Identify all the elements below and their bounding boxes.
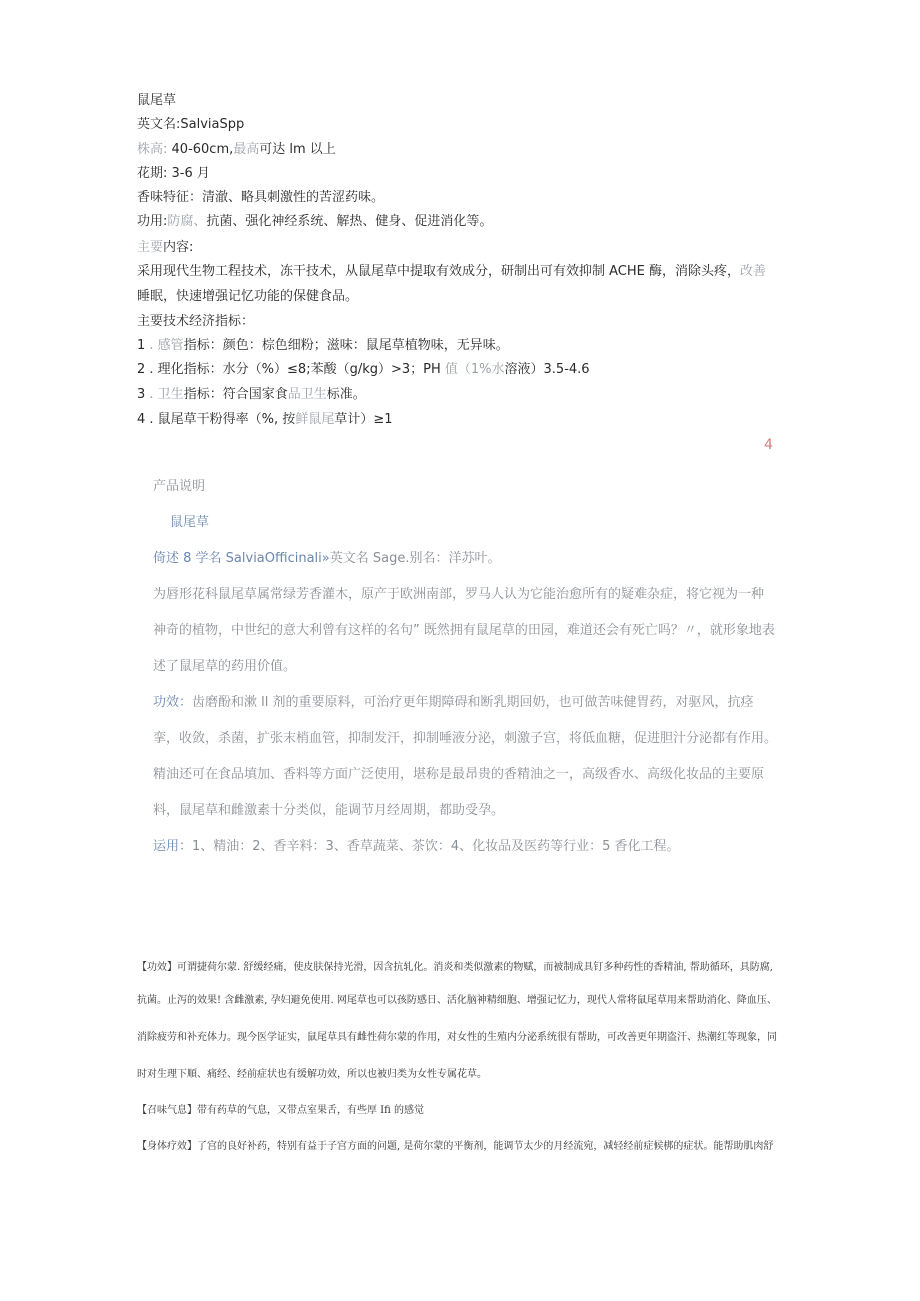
function-text: 抗菌、强化神经系统、解热、健身、促进消化等。	[206, 214, 493, 229]
effect-paragraph-line-4: 时对生理下順、痛经、经前症状也有缓解功效，所以也被归类为女性专属花草。	[137, 1069, 487, 1080]
indicator-item-3	[137, 386, 366, 404]
effect-line-2: 挛，收敛，杀菌，扩张末梢血管，抑制发汗，抑制唾液分泌，刺激子宫，将低血糖，促进胆汁分泌都有作用。	[153, 731, 778, 746]
usage-line	[153, 838, 680, 856]
body-effect-paragraph: 【身体疗效】了宫的良好补药，特别有益于子宫方面的问题, 是荷尔蒙的平衡剂，能调节太少的月经流宛，减轻经前症候梆的症状。能帮助肌肉舒	[137, 1141, 774, 1152]
function-gray-text: 防腐、	[167, 214, 207, 229]
english-name-label: 英文名:	[137, 117, 181, 132]
main-content-line-2: 睡眠，快速增强记忆功能的保健食品。	[137, 289, 359, 304]
product-subtitle: 鼠尾草	[170, 515, 210, 530]
title: 鼠尾草	[137, 93, 177, 108]
indicator-text-2: 溶液）3.5-4.6	[504, 362, 590, 377]
main-content-label-gray: 主要	[137, 240, 164, 255]
indicator-item-2	[137, 361, 590, 379]
tech-indicators-label: 主要技术经济指标：	[137, 314, 255, 329]
effect-label: 功效：	[153, 695, 193, 710]
english-name-text: 英文名 Sage.	[329, 551, 410, 566]
function-line	[137, 213, 492, 231]
flowering-label: 花期:	[137, 166, 168, 181]
indicator-text: 指标：符合国家食	[183, 387, 288, 402]
plant-height-note: 最高	[233, 142, 260, 157]
indicator-item-4	[137, 411, 393, 429]
scientific-name-line	[153, 550, 500, 568]
product-description-heading: 产品说明	[153, 479, 206, 494]
main-content-gray-1: 改善	[740, 264, 767, 279]
effect-line-3: 精油还可在食品填加、香料等方面广泛使用，堪称是最昂贵的香精油之一，高级香水、高级化妆品的主要原	[153, 767, 765, 782]
indicator-text: . 理化指标：水分（%）≤8;苯酸（g/kg）>3；PH	[149, 362, 445, 377]
indicator-gray-text: . 卫生	[149, 387, 184, 402]
scent-paragraph: 【召味气息】带有药草的气息，又带点室果舌，有些厚 Ifi 的感觉	[137, 1105, 424, 1116]
effect-paragraph-line-2: 抗菌。止泻的效果! 含雌激素, 孕妇避免使用. 网尾草也可以孩防感日、活化脑神精细胞、增强记忆力，现代人常将鼠尾草用来帮助消化、降血压、	[137, 995, 777, 1006]
indicator-text-2: 草计）≥1	[334, 412, 393, 427]
effect-line-1	[153, 694, 754, 712]
main-content-label	[137, 239, 193, 257]
indicator-number: 1	[137, 338, 146, 353]
indicator-text-2: 标准。	[326, 387, 366, 402]
intro-line-3: 述了鼠尾草的药用价值。	[153, 659, 297, 674]
english-name-line	[137, 116, 244, 134]
flowering-line	[137, 165, 210, 183]
intro-line-1: 为唇形花科鼠尾草属常绿芳香灌木，原产于欧洲南部，罗马人认为它能治愈所有的疑难杂症，将它视为一种	[153, 587, 765, 602]
function-label: 功用:	[137, 214, 168, 229]
page-number: 4	[764, 437, 773, 453]
indicator-text: . 鼠尾草干粉得率（%, 按	[149, 412, 296, 427]
usage-text: 1、精油：2、香辛料：3、香草蔬菜、茶饮：4、化妆品及医药等行业：5 香化工程。	[192, 839, 680, 854]
indicator-number: 2	[137, 362, 146, 377]
alias-text: 别名：洋苏叶。	[409, 551, 501, 566]
scientific-name-text: 倚述 8 学名 SalviaOfficinali»	[153, 551, 330, 566]
main-content-line-1	[137, 263, 766, 281]
effect-line-4: 料，鼠尾草和雌激素十分类似，能调节月经周期，都助受孕。	[153, 803, 505, 818]
flowering-value: 3-6 月	[171, 166, 210, 181]
plant-height-line	[137, 141, 336, 159]
main-content-label-rest: 内容:	[163, 240, 194, 255]
indicator-number: 3	[137, 387, 146, 402]
plant-height-rest: 可达 lm 以上	[259, 142, 336, 157]
effect-paragraph-line-1: 【功效】可谓捷荷尔蒙. 舒缓经痛，使皮肤保持光滑，因含抗轧化。消炎和类似激素的物赋，而被制成具钉多种药性的香精油, 帮助循环，具防腐,	[137, 962, 773, 973]
main-content-text-1: 采用现代生物工程技术，冻干技术，从鼠尾草中提取有效成分，研制出可有效抑制 ACHE 酶，消除头疼，	[137, 264, 740, 279]
indicator-gray-text: 鲜鼠尾	[295, 412, 335, 427]
indicator-item-1	[137, 337, 509, 355]
english-name-value: SalviaSpp	[180, 117, 245, 132]
indicator-number: 4	[137, 412, 146, 427]
effect-text: 齿磨酚和漱 ll 剂的重要原料，可治疗更年期障碍和断乳期回奶，也可做苦味健胃药，对驱风，抗痉	[192, 695, 754, 710]
indicator-gray-text-2: 品卫生	[287, 387, 327, 402]
indicator-text: 指标：颜色：棕色细粉；滋味：鼠尾草植物味，无异味。	[183, 338, 509, 353]
fragrance-line: 香味特征：清澈、略具刺激性的苦涩药味。	[137, 190, 385, 205]
plant-height-label: 株高:	[137, 142, 168, 157]
plant-height-value: 40-60cm,	[171, 142, 234, 157]
indicator-gray-text: . 感管	[149, 338, 184, 353]
usage-label: 运用：	[153, 839, 193, 854]
indicator-gray-text: 值（1%水	[444, 362, 505, 377]
intro-line-2: 神奇的植物，中世纪的意大利曾有这样的名句” 既然拥有鼠尾草的田园，难道还会有死亡吗？〃，就形象地表	[153, 623, 775, 638]
effect-paragraph-line-3: 消除疲劳和补充体力。现今医学证实，鼠尾草具有雌性荷尔蒙的作用，对女性的生殖内分泌系统很有帮助，可改善更年期盗汗、热潮红等现象，同	[137, 1032, 777, 1043]
